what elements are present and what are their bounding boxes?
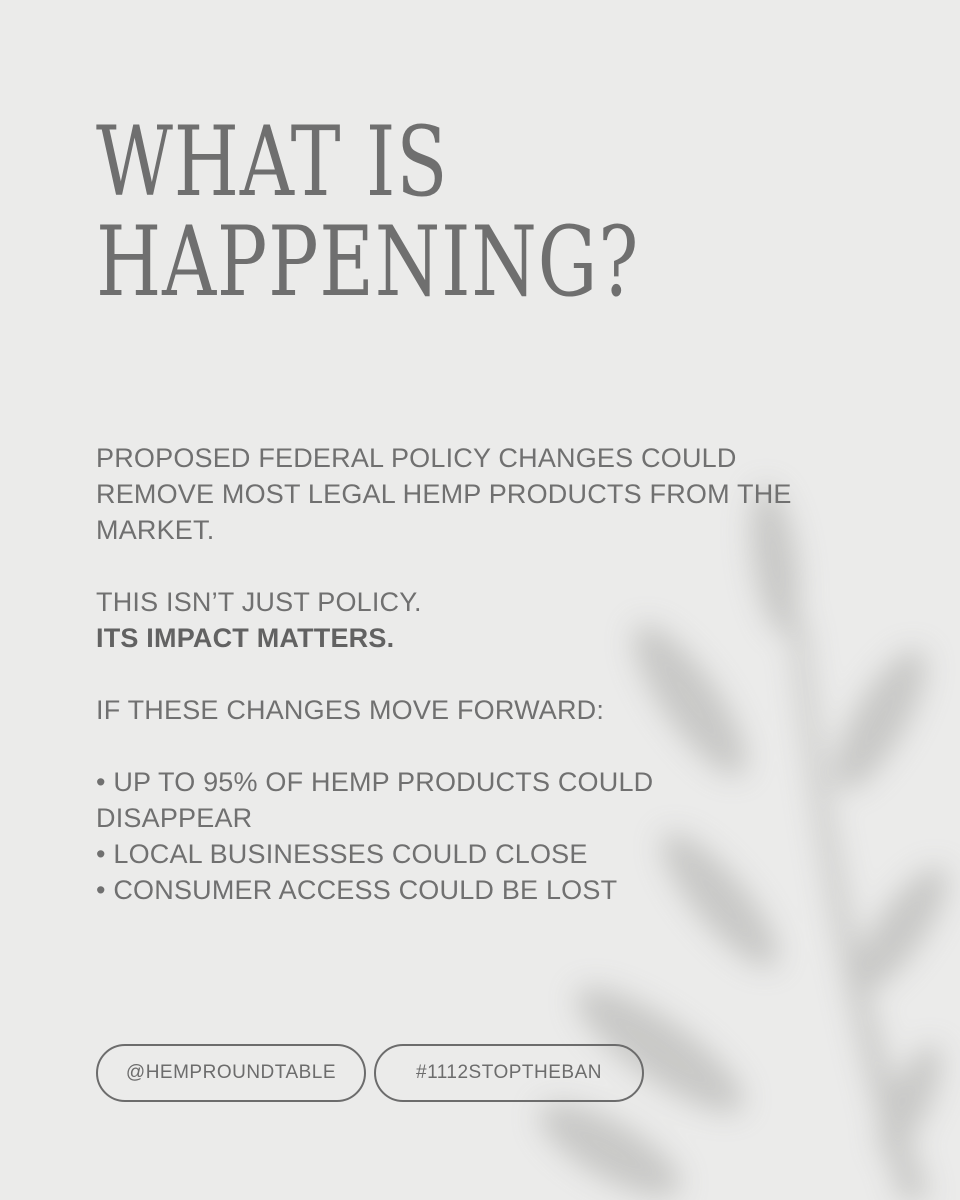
policy-line: THIS ISN’T JUST POLICY. [96,587,422,617]
bullet-item: • UP TO 95% OF HEMP PRODUCTS COULD DISAPPEAR [96,767,654,833]
page-title [96,106,640,318]
title-line-2: HAPPENING? [96,206,640,318]
hashtag-tag[interactable]: #1112STOPTHEBAN [374,1044,644,1102]
handle-tag[interactable]: @HEMPROUNDTABLE [96,1044,366,1102]
if-line: IF THESE CHANGES MOVE FORWARD: [96,695,605,725]
bullet-item: • CONSUMER ACCESS COULD BE LOST [96,875,618,905]
title-line-1: WHAT IS [96,106,449,218]
bullet-item: • LOCAL BUSINESSES COULD CLOSE [96,839,588,869]
body-text [96,440,796,908]
intro-paragraph: PROPOSED FEDERAL POLICY CHANGES COULD REMOVE MOST LEGAL HEMP PRODUCTS FROM THE MARKET. [96,443,792,545]
impact-line: ITS IMPACT MATTERS. [96,623,395,653]
